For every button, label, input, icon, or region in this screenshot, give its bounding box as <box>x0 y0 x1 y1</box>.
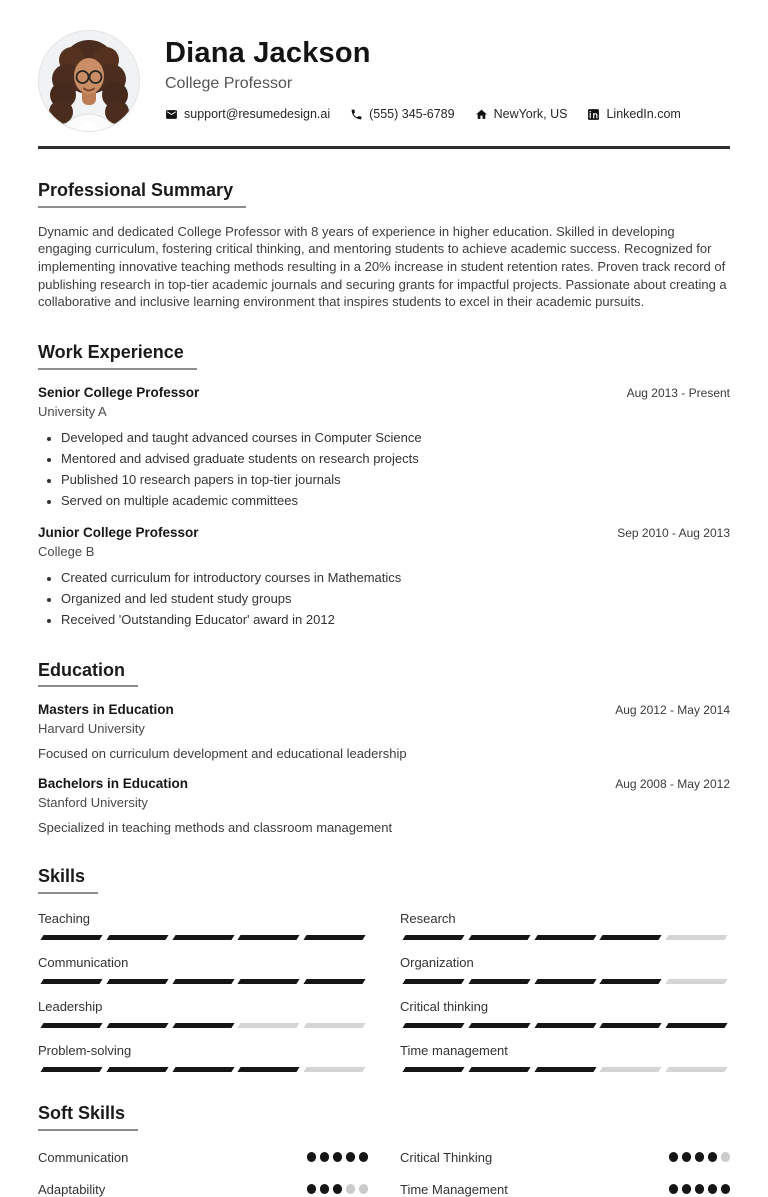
bar-segment-filled <box>534 1023 596 1028</box>
jobs-list <box>38 385 730 629</box>
skill-label: Teaching <box>38 910 91 926</box>
bar-segment-filled <box>534 1067 596 1072</box>
bar-segment-filled <box>238 979 300 984</box>
bar-segment-empty <box>238 1023 300 1028</box>
school-name: Harvard University <box>38 721 145 737</box>
bar-segment-filled <box>468 1067 530 1072</box>
dot-empty <box>346 1184 356 1194</box>
education-entry <box>38 702 730 761</box>
skill-item <box>38 999 368 1028</box>
skill-bar <box>400 1067 730 1072</box>
home-icon <box>475 108 488 121</box>
soft-skills-column <box>400 1133 730 1197</box>
skill-bar <box>38 935 368 940</box>
contact-text: support@resumedesign.ai <box>184 107 331 121</box>
bar-segment-filled <box>40 1023 102 1028</box>
soft-skill-label: Adaptability <box>38 1181 106 1197</box>
bar-segment-filled <box>402 1023 464 1028</box>
skill-item <box>400 911 730 940</box>
skills-heading: Skills <box>38 866 730 894</box>
job-title-text: Junior College Professor <box>38 524 199 540</box>
summary-text: Dynamic and dedicated College Professor with 8 years of experience in higher education. Skilled in developing engaging curriculum, fostering critical thinking, and mentoring students to achieve academic success. Recognized for implementing innovative teaching methods resulting in a 20% increase in student retention rates. Proven track record of publishing research in top-tier academic journals and securing grants for impactful projects. Passionate about creating a collaborative and inclusive learning environment that inspires students to excel in their academic pursuits. <box>38 223 727 310</box>
bar-segment-filled <box>40 979 102 984</box>
skill-label: Critical thinking <box>400 998 489 1014</box>
bar-segment-filled <box>172 935 234 940</box>
dot-filled <box>307 1152 317 1162</box>
job-dates: Sep 2010 - Aug 2013 <box>617 525 730 540</box>
bar-segment-filled <box>106 1023 168 1028</box>
bar-segment-filled <box>172 1067 234 1072</box>
job-entry-header <box>38 385 730 400</box>
skill-label: Research <box>400 910 456 926</box>
soft-skill-item <box>400 1150 730 1165</box>
education-list <box>38 702 730 835</box>
bar-segment-filled <box>106 979 168 984</box>
soft-skill-item <box>38 1182 368 1197</box>
dot-filled <box>682 1152 692 1162</box>
soft-skill-dots <box>669 1152 731 1162</box>
bar-segment-filled <box>172 1023 234 1028</box>
dot-filled <box>320 1152 330 1162</box>
dot-filled <box>695 1184 705 1194</box>
soft-skills-grid <box>38 1133 730 1197</box>
contact-text: LinkedIn.com <box>606 107 681 121</box>
education-entry-header <box>38 702 730 717</box>
section-work-experience <box>38 342 730 629</box>
bar-segment-filled <box>402 979 464 984</box>
dot-filled <box>333 1152 343 1162</box>
skill-item <box>38 1043 368 1072</box>
dot-filled <box>320 1184 330 1194</box>
contact-home[interactable] <box>475 107 568 121</box>
job-bullet-list <box>38 570 730 629</box>
bar-segment-empty <box>666 935 728 940</box>
education-detail: Focused on curriculum development and educational leadership <box>38 746 407 762</box>
skill-bar <box>38 1023 368 1028</box>
bar-segment-empty <box>666 979 728 984</box>
header-text <box>165 30 681 121</box>
skill-item <box>38 955 368 984</box>
soft-skills-column <box>38 1133 368 1197</box>
resume-header <box>38 0 730 132</box>
bullet-item: • Developed and taught advanced courses in Computer Science <box>61 430 730 447</box>
person-title: College Professor <box>165 75 293 92</box>
bullet-item: • Organized and led student study groups <box>61 591 730 608</box>
degree-text: Masters in Education <box>38 702 174 718</box>
bar-segment-filled <box>238 935 300 940</box>
education-entry-header <box>38 776 730 791</box>
dot-filled <box>333 1184 343 1194</box>
dot-filled <box>669 1184 679 1194</box>
bar-segment-filled <box>468 979 530 984</box>
section-skills <box>38 866 730 1072</box>
school-name: Stanford University <box>38 795 148 811</box>
skill-bar <box>400 935 730 940</box>
skill-item <box>400 1043 730 1072</box>
skill-item <box>400 955 730 984</box>
bar-segment-filled <box>106 1067 168 1072</box>
bar-segment-empty <box>666 1067 728 1072</box>
bar-segment-empty <box>600 1067 662 1072</box>
bar-segment-filled <box>600 935 662 940</box>
woman-portrait-avatar <box>39 31 139 131</box>
bar-segment-empty <box>304 1023 366 1028</box>
linkedin-icon <box>587 108 600 121</box>
job-entry <box>38 525 730 629</box>
contact-linkedin[interactable] <box>587 107 680 121</box>
bullet-item: • Served on multiple academic committees <box>61 493 730 510</box>
dot-filled <box>708 1152 718 1162</box>
job-entry <box>38 385 730 510</box>
dot-filled <box>669 1152 679 1162</box>
bullet-item: • Received 'Outstanding Educator' award in 2012 <box>61 612 730 629</box>
contact-email[interactable] <box>165 107 330 121</box>
contact-text: (555) 345-6789 <box>369 107 455 121</box>
skill-label: Time management <box>400 1042 508 1058</box>
degree-text: Bachelors in Education <box>38 776 189 792</box>
header-divider <box>38 146 730 149</box>
soft-skill-label: Communication <box>38 1149 129 1165</box>
skill-bar <box>38 1067 368 1072</box>
soft-skill-dots <box>669 1184 731 1194</box>
dot-filled <box>695 1152 705 1162</box>
summary-heading: Professional Summary <box>38 180 730 208</box>
skill-label: Communication <box>38 954 129 970</box>
dot-filled <box>721 1184 731 1194</box>
skill-bar <box>400 979 730 984</box>
soft-skill-dots <box>307 1184 369 1194</box>
soft-skill-item <box>400 1182 730 1197</box>
bullet-item: • Mentored and advised graduate students on research projects <box>61 451 730 468</box>
soft-skill-dots <box>307 1152 369 1162</box>
job-title-text: Senior College Professor <box>38 384 200 400</box>
job-dates: Aug 2013 - Present <box>626 385 730 400</box>
bar-segment-filled <box>600 1023 662 1028</box>
skill-label: Leadership <box>38 998 103 1014</box>
skill-item <box>400 999 730 1028</box>
job-entry-header <box>38 525 730 540</box>
dot-filled <box>307 1184 317 1194</box>
bar-segment-filled <box>106 935 168 940</box>
phone-icon <box>350 108 363 121</box>
dot-filled <box>708 1184 718 1194</box>
skill-item <box>38 911 368 940</box>
skill-label: Organization <box>400 954 474 970</box>
bar-segment-filled <box>666 1023 728 1028</box>
bar-segment-filled <box>304 935 366 940</box>
job-organization: University A <box>38 403 107 419</box>
bar-segment-filled <box>468 1023 530 1028</box>
education-dates: Aug 2008 - May 2012 <box>615 777 730 792</box>
skill-label: Problem-solving <box>38 1042 132 1058</box>
bar-segment-filled <box>402 1067 464 1072</box>
bar-segment-filled <box>40 935 102 940</box>
section-soft-skills <box>38 1103 730 1197</box>
dot-empty <box>721 1152 731 1162</box>
skills-column <box>38 896 368 1072</box>
dot-filled <box>359 1152 369 1162</box>
education-detail: Specialized in teaching methods and classroom management <box>38 820 393 836</box>
bar-segment-filled <box>402 935 464 940</box>
soft-skill-label: Critical Thinking <box>400 1149 493 1165</box>
skills-grid <box>38 896 730 1072</box>
bar-segment-filled <box>40 1067 102 1072</box>
bar-segment-empty <box>304 1067 366 1072</box>
contact-row <box>165 107 681 121</box>
skill-bar <box>400 1023 730 1028</box>
bar-segment-filled <box>534 979 596 984</box>
email-icon <box>165 108 178 121</box>
job-bullet-list <box>38 430 730 510</box>
bullet-item: • Published 10 research papers in top-tier journals <box>61 472 730 489</box>
bar-segment-filled <box>600 979 662 984</box>
skill-bar <box>38 979 368 984</box>
bar-segment-filled <box>238 1067 300 1072</box>
bullet-item: • Created curriculum for introductory courses in Mathematics <box>61 570 730 587</box>
section-education <box>38 660 730 836</box>
dot-filled <box>682 1184 692 1194</box>
soft-skill-label: Time Management <box>400 1181 508 1197</box>
education-entry <box>38 776 730 835</box>
dot-empty <box>359 1184 369 1194</box>
education-dates: Aug 2012 - May 2014 <box>615 703 730 718</box>
bar-segment-filled <box>304 979 366 984</box>
contact-text: NewYork, US <box>493 107 568 121</box>
bar-segment-filled <box>172 979 234 984</box>
education-heading: Education <box>38 660 730 688</box>
section-professional-summary <box>38 180 730 311</box>
profile-photo <box>38 30 140 132</box>
soft-skill-item <box>38 1150 368 1165</box>
contact-phone[interactable] <box>350 107 454 121</box>
work-heading: Work Experience <box>38 342 730 370</box>
bar-segment-filled <box>534 935 596 940</box>
person-name: Diana Jackson <box>165 37 371 69</box>
bar-segment-filled <box>468 935 530 940</box>
skills-column <box>400 896 730 1072</box>
job-organization: College B <box>38 543 95 559</box>
dot-filled <box>346 1152 356 1162</box>
soft-skills-heading: Soft Skills <box>38 1103 730 1131</box>
